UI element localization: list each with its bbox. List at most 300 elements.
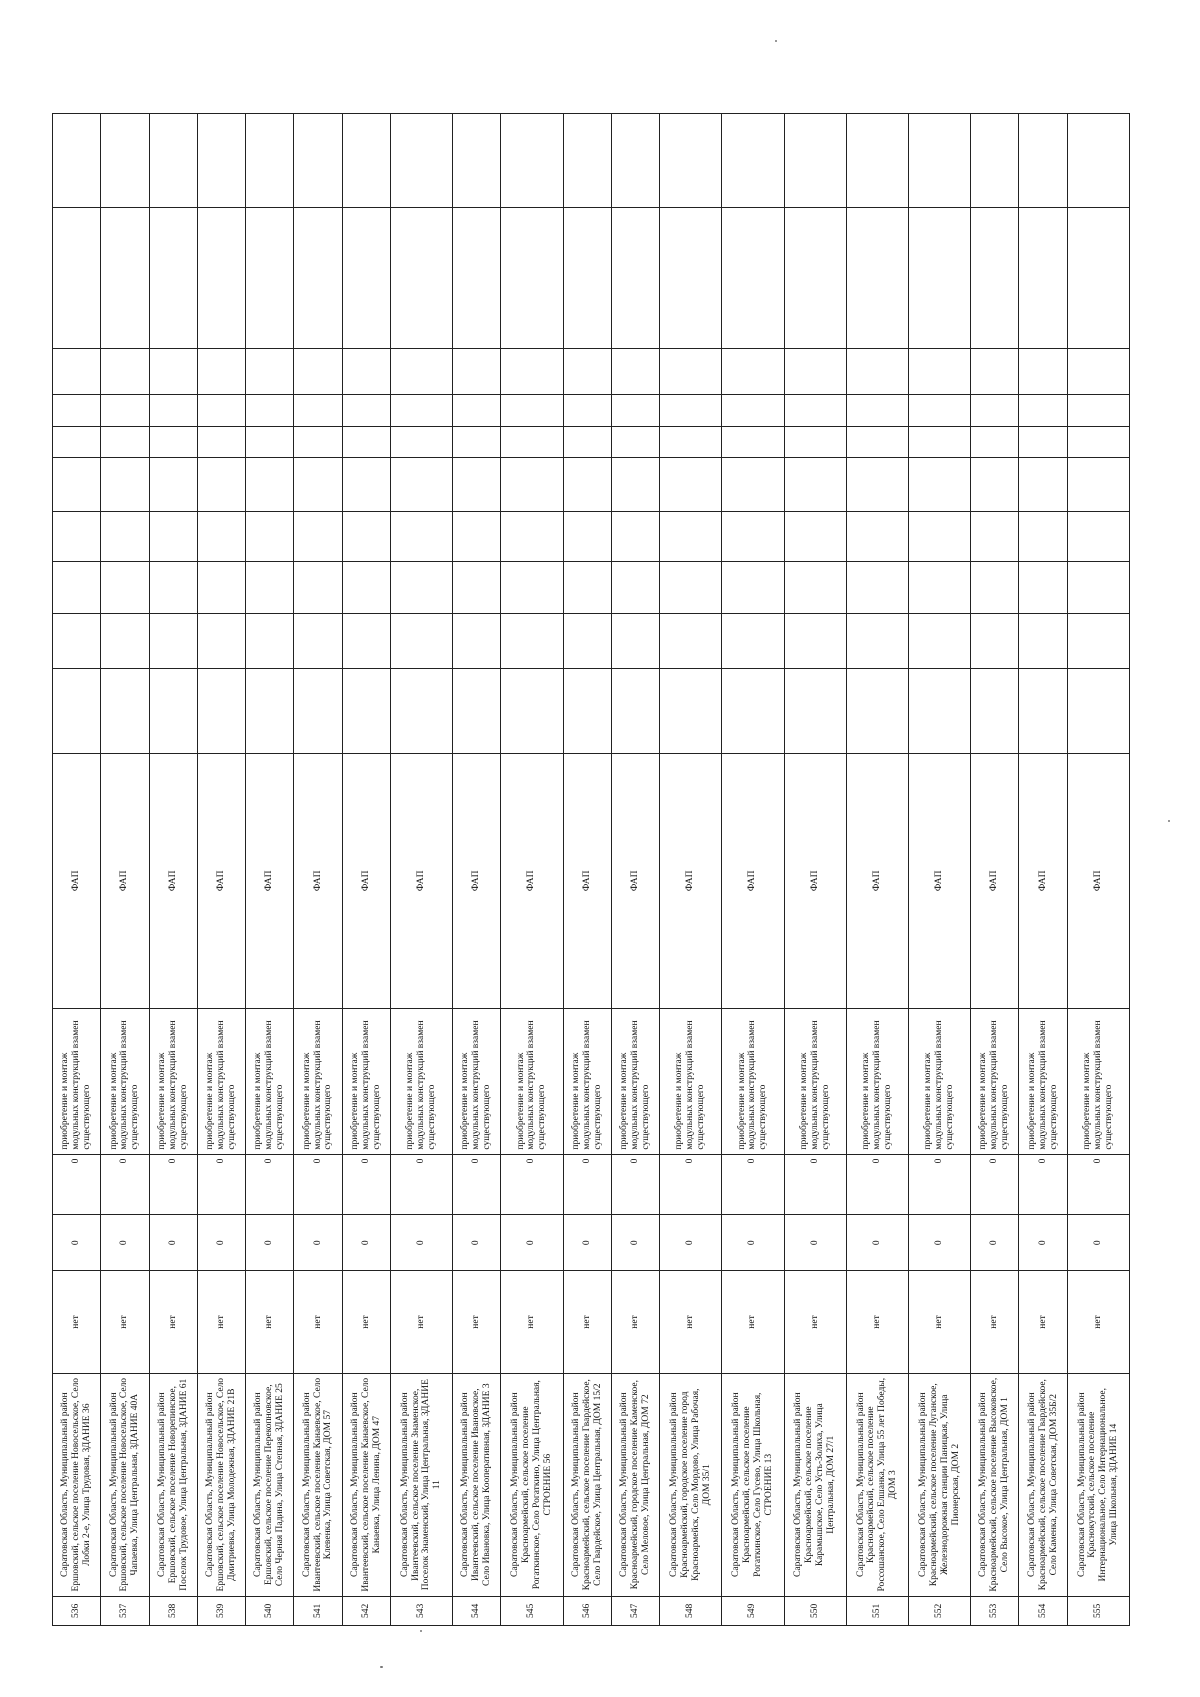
value-cell: 0 bbox=[722, 1215, 784, 1271]
empty-cell bbox=[342, 207, 390, 349]
value-cell: 0 bbox=[660, 1215, 722, 1271]
table-row bbox=[563, 49, 611, 1626]
facility-type-cell: ФАП bbox=[246, 754, 294, 1008]
empty-cell bbox=[294, 562, 342, 614]
scan-speck bbox=[775, 40, 777, 42]
value-cell-2: 0 bbox=[784, 1154, 846, 1214]
address-cell: Саратовская Область, Муниципальный район Красноармейский, сельское поселение Рогаткинское, Село Рогаткино, Улица Центральная, СТРОЕНИЕ 56 bbox=[501, 1373, 563, 1596]
address-cell: Саратовская Область, Муниципальный район Красноармейский, сельское поселение Высоковское, Село Высокое, Улица Центральная, ДОМ 1 bbox=[971, 1373, 1019, 1596]
empty-cell bbox=[453, 349, 501, 395]
row-number-cell: 547 bbox=[611, 1596, 659, 1625]
empty-cell bbox=[563, 395, 611, 426]
empty-cell bbox=[246, 426, 294, 457]
empty-cell bbox=[101, 562, 149, 614]
work-type-cell: приобретение и монтаж модульных конструкций взамен существующего bbox=[149, 1008, 197, 1154]
empty-cell bbox=[197, 668, 245, 754]
empty-cell bbox=[563, 113, 611, 207]
empty-cell bbox=[101, 512, 149, 562]
empty-cell bbox=[53, 207, 101, 349]
empty-cell bbox=[149, 457, 197, 511]
empty-cell bbox=[563, 207, 611, 349]
empty-cell bbox=[453, 512, 501, 562]
empty-cell bbox=[908, 668, 970, 754]
empty-cell bbox=[1067, 395, 1129, 426]
empty-cell bbox=[722, 562, 784, 614]
empty-cell bbox=[908, 113, 970, 207]
table-row bbox=[784, 49, 846, 1626]
facility-type-cell: ФАП bbox=[1067, 754, 1129, 1008]
empty-cell bbox=[197, 113, 245, 207]
empty-cell bbox=[390, 207, 452, 349]
empty-cell bbox=[53, 668, 101, 754]
value-cell-2: 0 bbox=[563, 1154, 611, 1214]
availability-cell: нет bbox=[342, 1271, 390, 1373]
empty-cell bbox=[1067, 349, 1129, 395]
empty-cell bbox=[784, 113, 846, 207]
work-type-cell: приобретение и монтаж модульных конструкций взамен существующего bbox=[101, 1008, 149, 1154]
empty-cell bbox=[846, 668, 908, 754]
row-number-cell: 554 bbox=[1019, 1596, 1067, 1625]
value-cell-2: 0 bbox=[971, 1154, 1019, 1214]
availability-cell: нет bbox=[563, 1271, 611, 1373]
empty-cell bbox=[390, 349, 452, 395]
empty-cell bbox=[784, 395, 846, 426]
empty-cell bbox=[101, 207, 149, 349]
empty-cell bbox=[1067, 562, 1129, 614]
value-cell: 0 bbox=[563, 1215, 611, 1271]
work-type-cell: приобретение и монтаж модульных конструкций взамен существующего bbox=[1067, 1008, 1129, 1154]
availability-cell: нет bbox=[501, 1271, 563, 1373]
row-number-cell: 549 bbox=[722, 1596, 784, 1625]
value-cell-2: 0 bbox=[294, 1154, 342, 1214]
empty-cell bbox=[453, 562, 501, 614]
availability-cell: нет bbox=[1067, 1271, 1129, 1373]
facility-type-cell: ФАП bbox=[342, 754, 390, 1008]
address-cell: Саратовская Область, Муниципальный район Красноармейский, городское поселение город Красноармейск, Село Мордово, Улица Рабочая, ДОМ 35/1 bbox=[660, 1373, 722, 1596]
value-cell-2: 0 bbox=[660, 1154, 722, 1214]
table-row bbox=[971, 49, 1019, 1626]
value-cell-2: 0 bbox=[1067, 1154, 1129, 1214]
value-cell: 0 bbox=[149, 1215, 197, 1271]
address-cell: Саратовская Область, Муниципальный район Ершовский, сельское поселение Новосельское, Село Лобки 2-е, Улица Трудовая, ЗДАНИЕ 36 bbox=[53, 1373, 101, 1596]
value-cell: 0 bbox=[846, 1215, 908, 1271]
facility-type-cell: ФАП bbox=[149, 754, 197, 1008]
empty-cell bbox=[563, 668, 611, 754]
empty-cell bbox=[501, 668, 563, 754]
empty-cell bbox=[101, 349, 149, 395]
empty-cell bbox=[149, 426, 197, 457]
empty-cell bbox=[1067, 614, 1129, 668]
value-cell: 0 bbox=[197, 1215, 245, 1271]
empty-cell bbox=[846, 349, 908, 395]
empty-cell bbox=[722, 614, 784, 668]
address-cell: Саратовская Область, Муниципальный район Ершовский, сельское поселение Перекопновское, Село Черная Падина, Улица Степная, ЗДАНИЕ 25 bbox=[246, 1373, 294, 1596]
empty-cell bbox=[971, 668, 1019, 754]
table-row bbox=[53, 49, 101, 1626]
empty-cell bbox=[1019, 457, 1067, 511]
value-cell-2: 0 bbox=[846, 1154, 908, 1214]
empty-cell bbox=[53, 614, 101, 668]
empty-cell bbox=[53, 457, 101, 511]
address-cell: Саратовская Область, Муниципальный район Ершовский, сельское поселение Новосельское, Село Чапаевка, Улица Центральная, ЗДАНИЕ 40А bbox=[101, 1373, 149, 1596]
empty-cell bbox=[197, 426, 245, 457]
availability-cell: нет bbox=[101, 1271, 149, 1373]
table-row bbox=[908, 49, 970, 1626]
value-cell-2: 0 bbox=[149, 1154, 197, 1214]
empty-cell bbox=[611, 426, 659, 457]
row-number-cell: 552 bbox=[908, 1596, 970, 1625]
empty-cell bbox=[342, 512, 390, 562]
empty-cell bbox=[197, 512, 245, 562]
work-type-cell: приобретение и монтаж модульных конструкций взамен существующего bbox=[971, 1008, 1019, 1154]
empty-cell bbox=[246, 113, 294, 207]
empty-cell bbox=[197, 562, 245, 614]
empty-cell bbox=[246, 457, 294, 511]
row-number-cell: 545 bbox=[501, 1596, 563, 1625]
empty-cell bbox=[390, 395, 452, 426]
value-cell-2: 0 bbox=[197, 1154, 245, 1214]
value-cell: 0 bbox=[246, 1215, 294, 1271]
empty-cell bbox=[660, 395, 722, 426]
row-number-cell: 543 bbox=[390, 1596, 452, 1625]
table-row bbox=[1067, 49, 1129, 1626]
value-cell-2: 0 bbox=[390, 1154, 452, 1214]
empty-cell bbox=[660, 457, 722, 511]
empty-cell bbox=[101, 113, 149, 207]
work-type-cell: приобретение и монтаж модульных конструкций взамен существующего bbox=[390, 1008, 452, 1154]
empty-cell bbox=[722, 207, 784, 349]
work-type-cell: приобретение и монтаж модульных конструкций взамен существующего bbox=[501, 1008, 563, 1154]
address-cell: Саратовская Область, Муниципальный район Красноармейский, сельское поселение Рогаткинское, Село Гусево, Улица Школьная, СТРОЕНИЕ 13 bbox=[722, 1373, 784, 1596]
address-cell: Саратовская Область, Муниципальный район Красноармейский, сельское поселение Карамышское, Село Усть-Золиха, Улица Центральная, ДОМ 27/1 bbox=[784, 1373, 846, 1596]
value-cell: 0 bbox=[342, 1215, 390, 1271]
row-number-cell: 536 bbox=[53, 1596, 101, 1625]
work-type-cell: приобретение и монтаж модульных конструкций взамен существующего bbox=[53, 1008, 101, 1154]
work-type-cell: приобретение и монтаж модульных конструкций взамен существующего bbox=[908, 1008, 970, 1154]
facility-type-cell: ФАП bbox=[971, 754, 1019, 1008]
empty-cell bbox=[1019, 426, 1067, 457]
address-cell: Саратовская Область, Муниципальный район Красноармейский, сельское поселение Гвардейское, Село Гвардейское, Улица Центральная, ДОМ 15/2 bbox=[563, 1373, 611, 1596]
facility-type-cell: ФАП bbox=[53, 754, 101, 1008]
empty-cell bbox=[246, 668, 294, 754]
value-cell-2: 0 bbox=[53, 1154, 101, 1214]
work-type-cell: приобретение и монтаж модульных конструкций взамен существующего bbox=[453, 1008, 501, 1154]
empty-cell bbox=[563, 512, 611, 562]
availability-cell: нет bbox=[294, 1271, 342, 1373]
empty-cell bbox=[611, 113, 659, 207]
value-cell: 0 bbox=[908, 1215, 970, 1271]
empty-cell bbox=[453, 614, 501, 668]
address-cell: Саратовская Область, Муниципальный район Красноармейский, сельское поселение Гвардейское, Село Каменка, Улица Советская, ДОМ 35Б/2 bbox=[1019, 1373, 1067, 1596]
work-type-cell: приобретение и монтаж модульных конструкций взамен существующего bbox=[660, 1008, 722, 1154]
empty-cell bbox=[294, 113, 342, 207]
availability-cell: нет bbox=[390, 1271, 452, 1373]
value-cell: 0 bbox=[53, 1215, 101, 1271]
empty-cell bbox=[971, 512, 1019, 562]
empty-cell bbox=[722, 395, 784, 426]
table-row bbox=[246, 49, 294, 1626]
empty-cell bbox=[197, 614, 245, 668]
work-type-cell: приобретение и монтаж модульных конструкций взамен существующего bbox=[563, 1008, 611, 1154]
empty-cell bbox=[294, 426, 342, 457]
table-row bbox=[294, 49, 342, 1626]
empty-cell bbox=[453, 207, 501, 349]
empty-cell bbox=[908, 457, 970, 511]
row-number-cell: 538 bbox=[149, 1596, 197, 1625]
availability-cell: нет bbox=[784, 1271, 846, 1373]
empty-cell bbox=[784, 614, 846, 668]
address-cell: Саратовская Область, Муниципальный район Красноармейский, сельское поселение Луганское, Железнодорожная станции Паницкая, Улица Пионерская, ДОМ 2 bbox=[908, 1373, 970, 1596]
value-cell-2: 0 bbox=[101, 1154, 149, 1214]
facility-type-cell: ФАП bbox=[197, 754, 245, 1008]
empty-cell bbox=[342, 426, 390, 457]
value-cell: 0 bbox=[784, 1215, 846, 1271]
facility-type-cell: ФАП bbox=[294, 754, 342, 1008]
empty-cell bbox=[294, 395, 342, 426]
value-cell: 0 bbox=[971, 1215, 1019, 1271]
empty-cell bbox=[846, 614, 908, 668]
facility-type-cell: ФАП bbox=[453, 754, 501, 1008]
row-number-cell: 553 bbox=[971, 1596, 1019, 1625]
empty-cell bbox=[390, 512, 452, 562]
empty-cell bbox=[390, 113, 452, 207]
value-cell: 0 bbox=[453, 1215, 501, 1271]
empty-cell bbox=[246, 562, 294, 614]
empty-cell bbox=[390, 426, 452, 457]
empty-cell bbox=[149, 562, 197, 614]
empty-cell bbox=[1067, 113, 1129, 207]
empty-cell bbox=[908, 562, 970, 614]
empty-cell bbox=[908, 349, 970, 395]
empty-cell bbox=[294, 614, 342, 668]
empty-cell bbox=[971, 562, 1019, 614]
empty-cell bbox=[908, 512, 970, 562]
empty-cell bbox=[563, 614, 611, 668]
table-row bbox=[197, 49, 245, 1626]
empty-cell bbox=[501, 395, 563, 426]
empty-cell bbox=[501, 207, 563, 349]
table-row bbox=[342, 49, 390, 1626]
empty-cell bbox=[101, 395, 149, 426]
empty-cell bbox=[246, 512, 294, 562]
value-cell-2: 0 bbox=[342, 1154, 390, 1214]
empty-cell bbox=[611, 512, 659, 562]
availability-cell: нет bbox=[971, 1271, 1019, 1373]
empty-cell bbox=[563, 426, 611, 457]
empty-cell bbox=[1019, 207, 1067, 349]
empty-cell bbox=[846, 512, 908, 562]
empty-cell bbox=[1019, 113, 1067, 207]
empty-cell bbox=[611, 207, 659, 349]
empty-cell bbox=[197, 349, 245, 395]
empty-cell bbox=[453, 668, 501, 754]
availability-cell: нет bbox=[722, 1271, 784, 1373]
table-row bbox=[453, 49, 501, 1626]
facility-type-cell: ФАП bbox=[501, 754, 563, 1008]
availability-cell: нет bbox=[149, 1271, 197, 1373]
facility-type-cell: ФАП bbox=[846, 754, 908, 1008]
empty-cell bbox=[660, 562, 722, 614]
empty-cell bbox=[53, 512, 101, 562]
row-number-cell: 548 bbox=[660, 1596, 722, 1625]
empty-cell bbox=[971, 395, 1019, 426]
empty-cell bbox=[149, 614, 197, 668]
work-type-cell: приобретение и монтаж модульных конструкций взамен существующего bbox=[784, 1008, 846, 1154]
empty-cell bbox=[784, 457, 846, 511]
value-cell-2: 0 bbox=[611, 1154, 659, 1214]
empty-cell bbox=[197, 395, 245, 426]
empty-cell bbox=[197, 457, 245, 511]
work-type-cell: приобретение и монтаж модульных конструкций взамен существующего bbox=[722, 1008, 784, 1154]
row-number-cell: 550 bbox=[784, 1596, 846, 1625]
empty-cell bbox=[971, 457, 1019, 511]
empty-cell bbox=[294, 207, 342, 349]
empty-cell bbox=[101, 457, 149, 511]
facility-type-cell: ФАП bbox=[1019, 754, 1067, 1008]
table-row bbox=[722, 49, 784, 1626]
scan-speck bbox=[1168, 820, 1170, 822]
empty-cell bbox=[453, 457, 501, 511]
empty-cell bbox=[246, 207, 294, 349]
facility-type-cell: ФАП bbox=[908, 754, 970, 1008]
empty-cell bbox=[501, 113, 563, 207]
row-number-cell: 537 bbox=[101, 1596, 149, 1625]
empty-cell bbox=[1067, 668, 1129, 754]
value-cell-2: 0 bbox=[722, 1154, 784, 1214]
empty-cell bbox=[246, 614, 294, 668]
empty-cell bbox=[101, 614, 149, 668]
empty-cell bbox=[294, 668, 342, 754]
empty-cell bbox=[660, 426, 722, 457]
address-cell: Саратовская Область, Муниципальный район Ивантеевский, сельское поселение Знаменское, Поселок Знаменский, Улица Центральная, ЗДАНИЕ 11 bbox=[390, 1373, 452, 1596]
empty-cell bbox=[1019, 512, 1067, 562]
empty-cell bbox=[784, 426, 846, 457]
facility-table bbox=[52, 48, 1130, 1626]
empty-cell bbox=[660, 207, 722, 349]
empty-cell bbox=[722, 512, 784, 562]
empty-cell bbox=[908, 614, 970, 668]
empty-cell bbox=[846, 457, 908, 511]
availability-cell: нет bbox=[908, 1271, 970, 1373]
empty-cell bbox=[846, 426, 908, 457]
availability-cell: нет bbox=[53, 1271, 101, 1373]
empty-cell bbox=[1067, 512, 1129, 562]
value-cell: 0 bbox=[390, 1215, 452, 1271]
empty-cell bbox=[390, 562, 452, 614]
row-number-cell: 551 bbox=[846, 1596, 908, 1625]
availability-cell: нет bbox=[611, 1271, 659, 1373]
empty-cell bbox=[971, 113, 1019, 207]
empty-cell bbox=[294, 457, 342, 511]
empty-cell bbox=[1019, 668, 1067, 754]
empty-cell bbox=[53, 113, 101, 207]
empty-cell bbox=[53, 349, 101, 395]
value-cell-2: 0 bbox=[908, 1154, 970, 1214]
rotated-table-area bbox=[52, 48, 1130, 1626]
empty-cell bbox=[501, 349, 563, 395]
empty-cell bbox=[294, 512, 342, 562]
row-number-cell: 544 bbox=[453, 1596, 501, 1625]
table-body bbox=[53, 49, 1130, 1626]
facility-type-cell: ФАП bbox=[101, 754, 149, 1008]
facility-type-cell: ФАП bbox=[611, 754, 659, 1008]
empty-cell bbox=[971, 426, 1019, 457]
empty-cell bbox=[722, 426, 784, 457]
table-row bbox=[390, 49, 452, 1626]
value-cell: 0 bbox=[1067, 1215, 1129, 1271]
work-type-cell: приобретение и монтаж модульных конструкций взамен существующего bbox=[246, 1008, 294, 1154]
empty-cell bbox=[342, 349, 390, 395]
address-cell: Саратовская Область, Муниципальный район Краснокутский, сельское поселение Интернациональное, Село Интернациональное, Улица Школьная, ЗДАНИЕ 14 bbox=[1067, 1373, 1129, 1596]
availability-cell: нет bbox=[197, 1271, 245, 1373]
work-type-cell: приобретение и монтаж модульных конструкций взамен существующего bbox=[197, 1008, 245, 1154]
empty-cell bbox=[660, 512, 722, 562]
empty-cell bbox=[501, 562, 563, 614]
empty-cell bbox=[908, 426, 970, 457]
empty-cell bbox=[784, 512, 846, 562]
empty-cell bbox=[390, 668, 452, 754]
availability-cell: нет bbox=[453, 1271, 501, 1373]
empty-cell bbox=[342, 668, 390, 754]
facility-type-cell: ФАП bbox=[390, 754, 452, 1008]
empty-cell bbox=[722, 113, 784, 207]
empty-cell bbox=[908, 395, 970, 426]
empty-cell bbox=[294, 349, 342, 395]
empty-cell bbox=[563, 457, 611, 511]
empty-cell bbox=[784, 349, 846, 395]
empty-cell bbox=[1019, 395, 1067, 426]
empty-cell bbox=[453, 113, 501, 207]
empty-cell bbox=[722, 349, 784, 395]
empty-cell bbox=[611, 562, 659, 614]
empty-cell bbox=[342, 113, 390, 207]
empty-cell bbox=[53, 395, 101, 426]
row-number-cell: 540 bbox=[246, 1596, 294, 1625]
empty-cell bbox=[660, 668, 722, 754]
empty-cell bbox=[342, 457, 390, 511]
value-cell: 0 bbox=[1019, 1215, 1067, 1271]
work-type-cell: приобретение и монтаж модульных конструкций взамен существующего bbox=[1019, 1008, 1067, 1154]
row-number-cell: 541 bbox=[294, 1596, 342, 1625]
empty-cell bbox=[1067, 426, 1129, 457]
empty-cell bbox=[453, 395, 501, 426]
address-cell: Саратовская Область, Муниципальный район Ершовский, сельское поселение Новорепинское, Поселок Трудовое, Улица Центральная, ЗДАНИЕ 61 bbox=[149, 1373, 197, 1596]
empty-cell bbox=[246, 349, 294, 395]
work-type-cell: приобретение и монтаж модульных конструкций взамен существующего bbox=[611, 1008, 659, 1154]
empty-cell bbox=[149, 395, 197, 426]
empty-cell bbox=[149, 207, 197, 349]
row-number-cell: 555 bbox=[1067, 1596, 1129, 1625]
facility-type-cell: ФАП bbox=[660, 754, 722, 1008]
empty-cell bbox=[197, 207, 245, 349]
value-cell: 0 bbox=[611, 1215, 659, 1271]
scan-speck bbox=[380, 1666, 383, 1668]
empty-cell bbox=[846, 207, 908, 349]
table-row bbox=[501, 49, 563, 1626]
empty-cell bbox=[53, 562, 101, 614]
empty-cell bbox=[784, 207, 846, 349]
empty-cell bbox=[101, 426, 149, 457]
facility-type-cell: ФАП bbox=[563, 754, 611, 1008]
address-cell: Саратовская Область, Муниципальный район Ершовский, сельское поселение Новосельское, Село Дмитриевка, Улица Молодежная, ЗДАНИЕ 21В bbox=[197, 1373, 245, 1596]
empty-cell bbox=[501, 614, 563, 668]
empty-cell bbox=[908, 207, 970, 349]
empty-cell bbox=[846, 113, 908, 207]
empty-cell bbox=[149, 349, 197, 395]
facility-type-cell: ФАП bbox=[784, 754, 846, 1008]
value-cell-2: 0 bbox=[246, 1154, 294, 1214]
empty-cell bbox=[53, 426, 101, 457]
